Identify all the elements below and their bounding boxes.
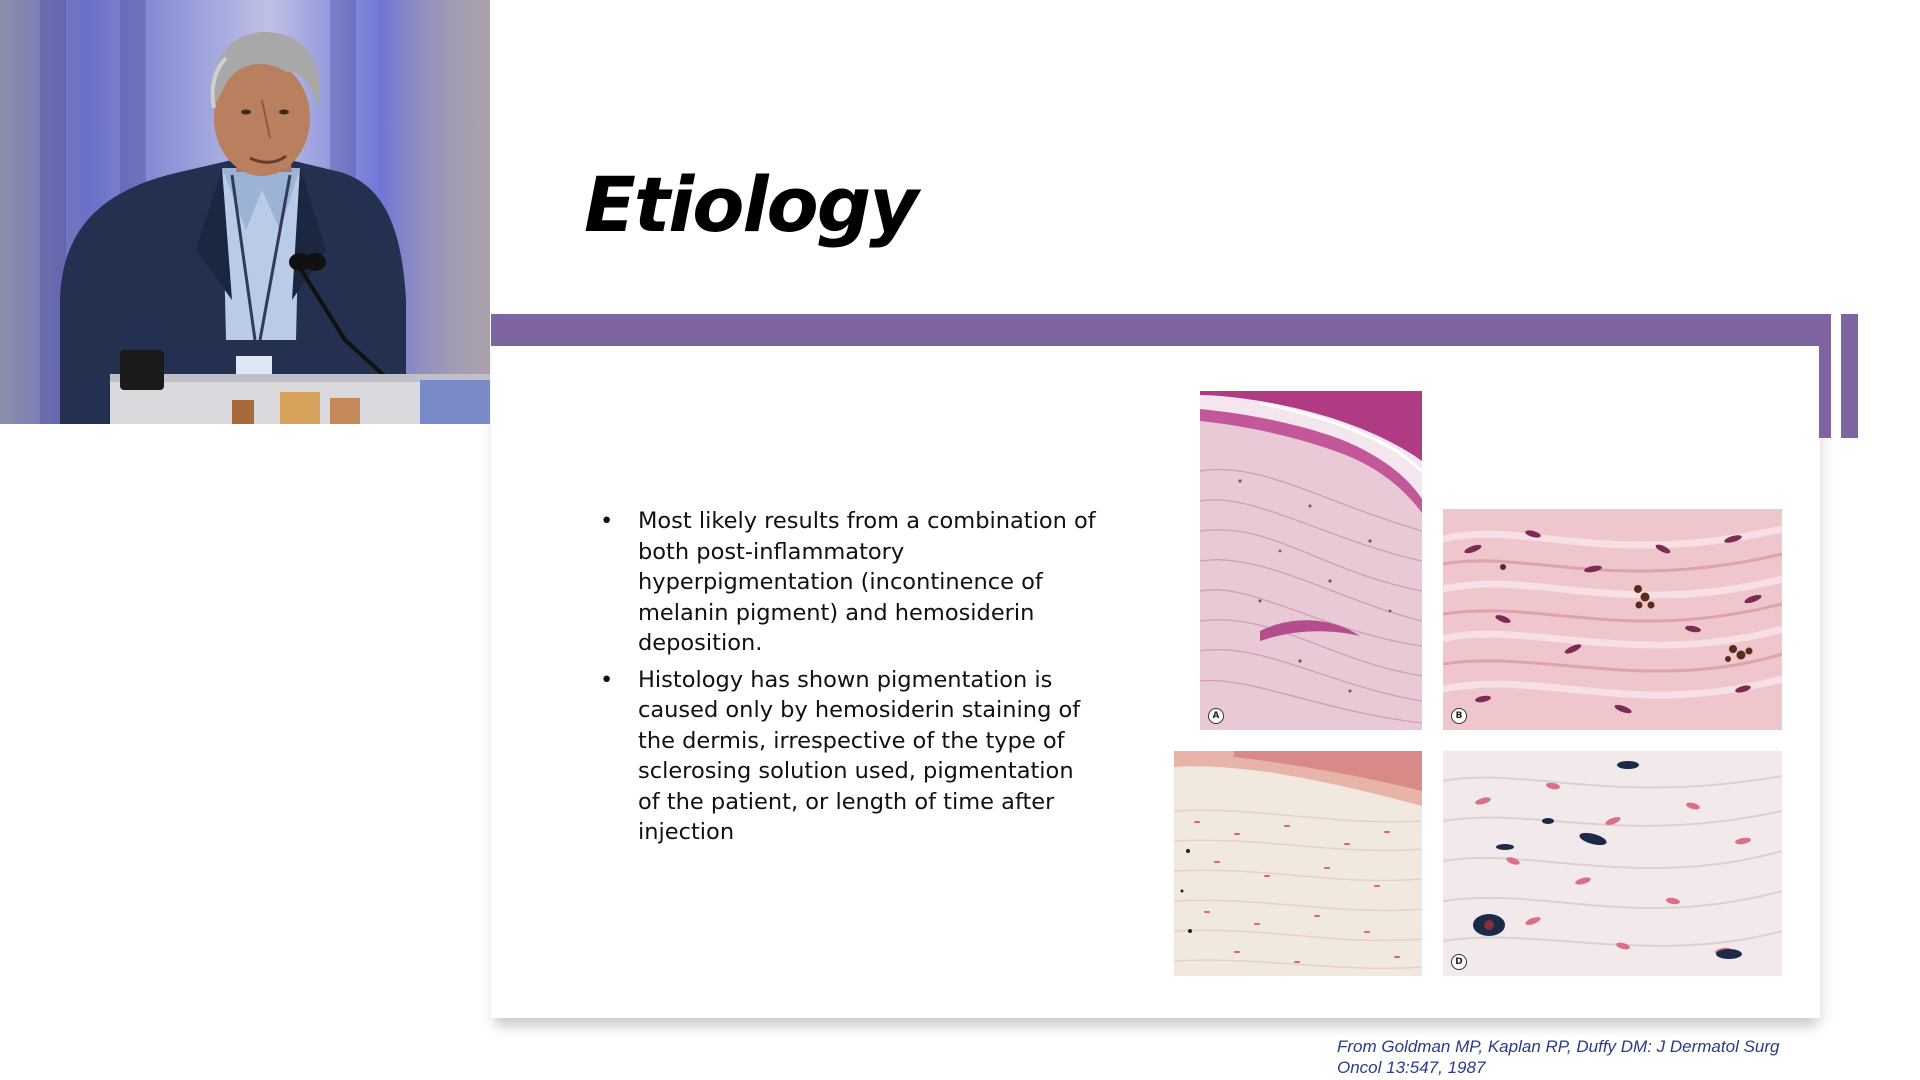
slide-accent-bar-edge (1819, 314, 1831, 438)
histology-panel-d (1443, 751, 1782, 976)
slide-accent-bar-edge-outer (1841, 314, 1858, 438)
histology-panel-b (1443, 509, 1782, 730)
histology-image-b (1443, 509, 1782, 730)
panel-label-a: A (1208, 708, 1224, 724)
histology-image-a (1200, 391, 1422, 730)
slide-title: Etiology (584, 160, 917, 249)
citation-line-2: Oncol 13:547, 1987 (1337, 1058, 1486, 1077)
bullet-list (598, 506, 1098, 854)
speaker-video-feed (0, 0, 490, 424)
bullet-text: Histology has shown pigmentation is caused only by hemosiderin staining of the dermis, irrespective of the type of sclerosing solution used, pigmentation of the patient, or length of time after injection (638, 666, 1081, 845)
citation-line-1: From Goldman MP, Kaplan RP, Duffy DM: J Dermatol Surg (1337, 1037, 1780, 1056)
bullet-item (598, 665, 1098, 848)
figure-citation (1337, 1036, 1837, 1078)
histology-image-c (1174, 751, 1422, 976)
slide-accent-bar (491, 314, 1830, 346)
bullet-marker: • (600, 508, 614, 534)
presenter-illustration (0, 0, 490, 424)
panel-label-b: B (1451, 708, 1467, 724)
bullet-item (598, 506, 1098, 659)
histology-panel-a (1200, 391, 1422, 730)
histology-image-d (1443, 751, 1782, 976)
bullet-text: Most likely results from a combination of both post-inflammatory hyperpigmentation (incontinence of melanin pigment) and hemosiderin deposition. (638, 508, 1096, 656)
histology-panel-c (1174, 751, 1422, 976)
bullet-marker: • (600, 666, 614, 693)
panel-label-d: D (1451, 954, 1467, 970)
